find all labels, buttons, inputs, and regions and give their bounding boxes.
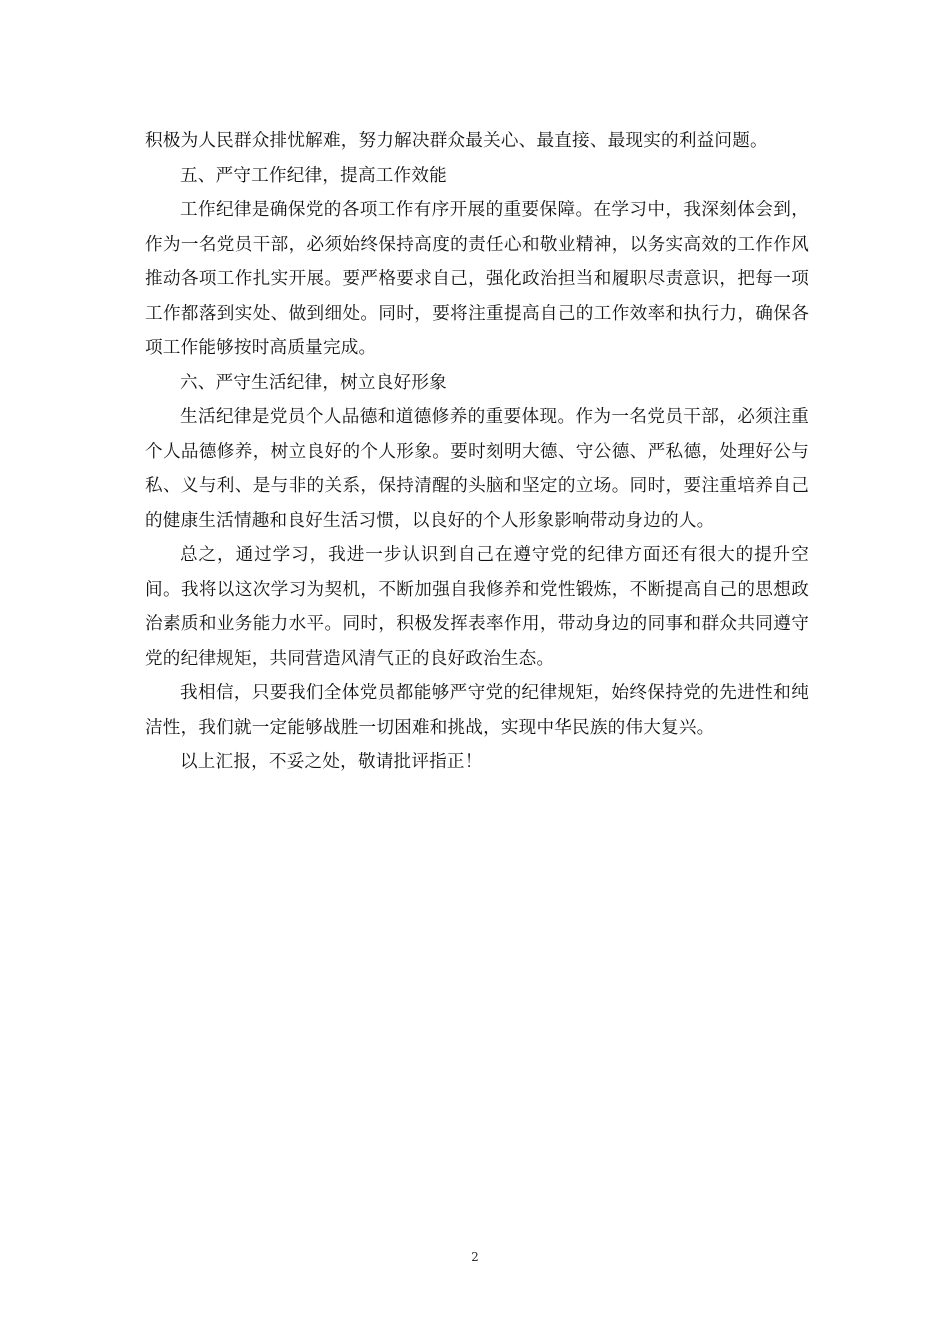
paragraph-life-discipline: 生活纪律是党员个人品德和道德修养的重要体现。作为一名党员干部，必须注重个人品德修养，树立良好的个人形象。要时刻明大德、守公德、严私德，处理好公与私、义与利、是与非的关系，保持清醒的头脑和坚定的立场。同时，要注重培养自己的健康生活情趣和良好生活习惯，以良好的个人形象影响带动身边的人。 (145, 407, 809, 531)
paragraph-belief: 我相信，只要我们全体党员都能够严守党的纪律规矩，始终保持党的先进性和纯洁性，我们就一定能够战胜一切困难和挑战，实现中华民族的伟大复兴。 (145, 683, 809, 738)
paragraph-summary: 总之，通过学习，我进一步认识到自己在遵守党的纪律方面还有很大的提升空间。我将以这次学习为契机，不断加强自我修养和党性锻炼，不断提高自己的思想政治素质和业务能力水平。同时，积极发挥表率作用，带动身边的同事和群众共同遵守党的纪律规矩，共同营造风清气正的良好政治生态。 (145, 545, 809, 669)
paragraph-continuation: 积极为人民群众排忧解难，努力解决群众最关心、最直接、最现实的利益问题。 (145, 131, 768, 151)
page-number: 2 (471, 1250, 479, 1264)
paragraph-closing: 以上汇报，不妥之处，敬请批评指正！ (180, 752, 483, 772)
paragraph-work-discipline: 工作纪律是确保党的各项工作有序开展的重要保障。在学习中，我深刻体会到，作为一名党员干部，必须始终保持高度的责任心和敬业精神，以务实高效的工作作风推动各项工作扎实开展。要严格要求自己，强化政治担当和履职尽责意识，把每一项工作都落到实处、做到细处。同时，要将注重提高自己的工作效率和执行力，确保各项工作能够按时高质量完成。 (145, 200, 809, 358)
document-body (145, 124, 809, 780)
section-heading-life-discipline: 六、严守生活纪律，树立良好形象 (180, 372, 447, 393)
section-heading-work-discipline: 五、严守工作纪律，提高工作效能 (180, 165, 447, 186)
